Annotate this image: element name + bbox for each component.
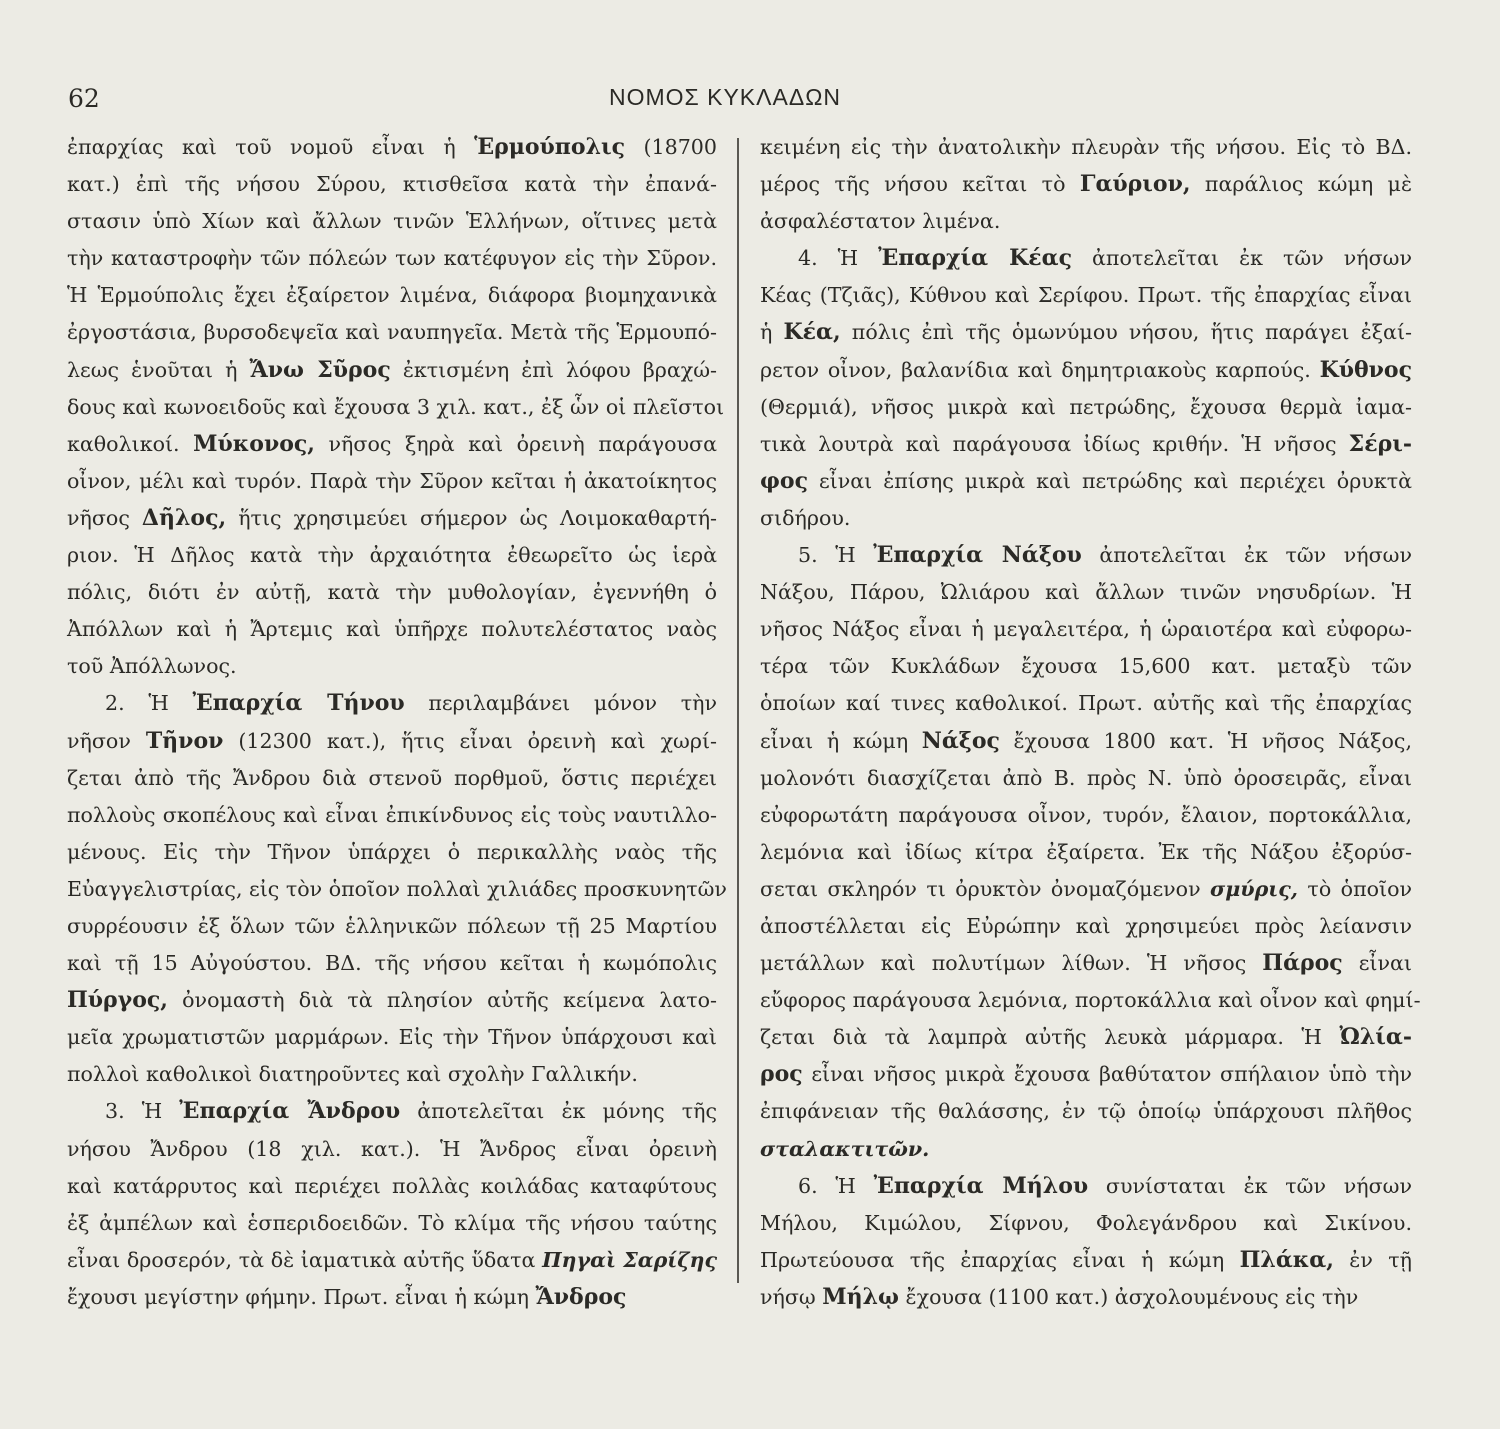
- bold-term: Ἐπαρχία Νάξου: [873, 542, 1082, 569]
- text-line: [67, 871, 727, 908]
- text-line: [67, 426, 717, 463]
- text-run: εὔφορος παράγουσα λεμόνια, πορτοκάλλια καὶ οἶνον καὶ φημί-: [760, 988, 1421, 1013]
- text-run: εἶναι ἡ κώμη: [760, 728, 922, 753]
- left-column: [67, 129, 727, 1316]
- text-line: [760, 611, 1412, 648]
- text-line: [760, 1019, 1412, 1056]
- text-run: Μήλου, Κιμώλου, Σίφνου, Φολεγάνδρου καὶ Σικίνου.: [760, 1210, 1412, 1235]
- bold-term: Ἑρμούπολις: [474, 134, 626, 160]
- text-run: λεμόνια καὶ ἰδίως κίτρα ἐξαίρετα. Ἐκ τῆς Νάξου ἐξορύσ-: [760, 839, 1412, 864]
- text-line: [760, 166, 1412, 203]
- text-line: [67, 1131, 717, 1168]
- bold-term: Ἄνδρος: [535, 1283, 627, 1310]
- text-line: [67, 908, 717, 945]
- text-run: (Θερμιά), νῆσος μικρὰ καὶ πετρώδης, ἔχουσα θερμὰ ἰαμα-: [760, 394, 1412, 419]
- text-run: νῆσον: [67, 728, 146, 753]
- text-run: ζεται ἀπὸ τῆς Ἄνδρου διὰ στενοῦ πορθμοῦ, ὅστις περιέχει: [67, 765, 717, 790]
- text-run: ἐν τῇ: [1333, 1247, 1412, 1272]
- text-line: [67, 463, 717, 500]
- text-line: [67, 240, 717, 277]
- text-line: [67, 1168, 717, 1205]
- right-column: [760, 129, 1421, 1316]
- text-run: Ἡ Ἑρμούπολις ἔχει ἐξαίρετον λιμένα, διάφορα βιομηχανικὰ: [67, 283, 717, 308]
- text-line: [760, 463, 1412, 500]
- bold-term: Σέρι-: [1348, 430, 1412, 457]
- text-run: ρετον οἶνον, βαλανίδια καὶ δημητριακοὺς καρπούς.: [760, 357, 1320, 382]
- text-line: [760, 314, 1412, 351]
- text-line: [760, 1093, 1412, 1130]
- text-run: (12300 κατ.), ἥτις εἶναι ὀρεινὴ καὶ χωρί-: [223, 728, 717, 753]
- text-line: [67, 166, 717, 203]
- bold-term: Δῆλος,: [141, 504, 227, 531]
- text-line: [760, 203, 1412, 240]
- text-line: [67, 1019, 717, 1056]
- text-run: μετάλλων καὶ πολυτίμων λίθων. Ἡ νῆσος: [760, 951, 1263, 976]
- text-line: [67, 1242, 717, 1279]
- text-run: ζεται διὰ τὰ λαμπρὰ αὐτῆς λευκὰ μάρμαρα. Ἡ: [760, 1025, 1340, 1050]
- text-run: 3. Ἡ: [105, 1099, 180, 1124]
- text-line: [67, 611, 717, 648]
- text-run: ἐκτισμένη ἐπὶ λόφου βραχώ-: [390, 357, 718, 382]
- text-run: 4. Ἡ: [798, 246, 879, 271]
- text-run: ἀποτελεῖται ἐκ τῶν νήσων: [1081, 543, 1412, 568]
- text-run: πολλοὶ καθολικοὶ διατηροῦντες καὶ σχολὴν Γαλλικήν.: [67, 1062, 638, 1087]
- text-line: [67, 945, 717, 982]
- page-number: 62: [68, 84, 100, 113]
- column-divider: [737, 138, 739, 1283]
- text-run: νῆσος: [67, 505, 142, 530]
- text-run: ἀποστέλλεται εἰς Εὐρώπην καὶ χρησιμεύει πρὸς λείανσιν: [760, 913, 1412, 938]
- text-line: [67, 797, 717, 834]
- text-line: [760, 1205, 1412, 1242]
- bold-term: Νάξος: [921, 727, 1000, 754]
- text-line: [67, 537, 717, 574]
- text-line: [760, 426, 1412, 463]
- text-run: μεῖα χρωματιστῶν μαρμάρων. Εἰς τὴν Τῆνον ὑπάρχουσι καὶ: [67, 1025, 717, 1050]
- text-line: [760, 277, 1412, 314]
- text-run: κειμένη εἰς τὴν ἀνατολικὴν πλευρὰν τῆς νήσου. Εἰς τὸ ΒΔ.: [760, 135, 1412, 159]
- italic-term: Πηγαὶ Σαρίζης: [542, 1247, 717, 1272]
- text-run: ἔχουσα (1100 κατ.) ἀσχολουμένους εἰς τὴν: [899, 1284, 1359, 1309]
- text-line: [67, 760, 717, 797]
- text-line: [67, 277, 717, 314]
- text-run: ἀποτελεῖται ἐκ τῶν νήσων: [1071, 246, 1412, 271]
- text-line: [67, 1093, 717, 1130]
- text-run: ἔχουσι μεγίστην φήμην. Πρωτ. εἶναι ἡ κώμη: [67, 1284, 536, 1309]
- text-run: (18700: [625, 135, 718, 159]
- text-line: [760, 129, 1412, 166]
- text-line: [67, 314, 717, 351]
- text-run: νῆσος Νάξος εἶναι ἡ μεγαλειτέρα, ἡ ὡραιοτέρα καὶ εὐφορω-: [760, 617, 1412, 642]
- text-run: ἀποτελεῖται ἐκ μόνης τῆς: [400, 1099, 717, 1124]
- text-line: [760, 760, 1412, 797]
- text-run: εἶναι νῆσος μικρὰ ἔχουσα βαθύτατον σπήλαιον ὑπὸ τὴν: [802, 1062, 1412, 1087]
- bold-term: Κέα,: [783, 319, 841, 346]
- text-run: νῆσος ξηρὰ καὶ ὀρεινὴ παράγουσα: [314, 431, 717, 456]
- text-line: [67, 352, 717, 389]
- text-run: στασιν ὑπὸ Χίων καὶ ἄλλων τινῶν Ἑλλήνων, οἵτινες μετὰ: [67, 209, 717, 234]
- text-run: μέρος τῆς νήσου κεῖται τὸ: [760, 172, 1080, 197]
- text-run: πόλις, διότι ἐν αὐτῇ, κατὰ τὴν μυθολογίαν, ἐγεννήθη ὁ: [67, 580, 717, 605]
- text-line: [67, 389, 725, 426]
- bold-term: Ἐπαρχία Ἄνδρου: [179, 1098, 401, 1125]
- bold-term: Ἐπαρχία Τήνου: [192, 690, 405, 717]
- text-run: ὀνομαστὴ διὰ τὰ πλησίον αὐτῆς κείμενα λατο-: [167, 988, 717, 1013]
- text-run: τὴν καταστροφὴν τῶν πόλεών των κατέφυγον εἰς τὴν Σῦρον.: [67, 246, 717, 271]
- bold-term: Πάρος: [1262, 950, 1343, 977]
- text-run: συρρέουσιν ἐξ ὅλων τῶν ἑλληνικῶν πόλεων τῇ 25 Μαρτίου: [67, 913, 717, 938]
- bold-term: Ἄνω Σῦρος: [249, 356, 391, 383]
- text-run: εἶναι δροσερόν, τὰ δὲ ἰαματικὰ αὐτῆς ὕδατα: [67, 1247, 543, 1272]
- text-run: ἡ: [760, 320, 784, 345]
- text-line: [760, 648, 1412, 685]
- text-run: καὶ κατάρρυτος καὶ περιέχει πολλὰς κοιλάδας καταφύτους: [67, 1173, 717, 1198]
- text-run: τὸ ὁποῖον: [1297, 876, 1412, 901]
- text-line: [67, 723, 717, 760]
- text-run: ὁποίων καί τινες καθολικοί. Πρωτ. αὐτῆς καὶ τῆς ἐπαρχίας: [760, 691, 1412, 716]
- bold-term: Κύθνος: [1319, 356, 1412, 383]
- text-run: τοῦ Ἀπόλλωνος.: [67, 654, 237, 679]
- text-run: δους καὶ κωνοειδοῦς καὶ ἔχουσα 3 χιλ. κατ., ἐξ ὧν οἱ πλεῖστοι: [67, 394, 725, 419]
- italic-term: σμύρις,: [1210, 876, 1298, 901]
- text-line: [760, 240, 1412, 277]
- bold-term: Ἐπαρχία Μήλου: [873, 1172, 1089, 1199]
- text-line: [760, 797, 1412, 834]
- text-line: [67, 982, 717, 1019]
- text-line: [760, 685, 1412, 722]
- text-run: μένους. Εἰς τὴν Τῆνον ὑπάρχει ὁ περικαλλὴς ναὸς τῆς: [67, 839, 717, 864]
- text-run: ἐπιφάνειαν τῆς θαλάσσης, ἐν τῷ ὁποίῳ ὑπάρχουσι πλῆθος: [760, 1099, 1412, 1124]
- text-run: ἐπαρχίας καὶ τοῦ νομοῦ εἶναι ἡ: [67, 135, 475, 159]
- text-run: σεται σκληρόν τι ὀρυκτὸν ὀνομαζόμενον: [760, 876, 1211, 901]
- text-line: [67, 685, 717, 722]
- text-line: [760, 574, 1412, 611]
- text-line: [67, 129, 717, 166]
- text-run: λεως ἑνοῦται ἡ: [67, 357, 250, 382]
- bold-term: Ἐπαρχία Κέας: [878, 245, 1072, 272]
- text-run: 5. Ἡ: [798, 543, 874, 568]
- running-title: ΝΟΜΟΣ ΚΥΚΛΑΔΩΝ: [608, 84, 842, 110]
- text-run: πολλοὺς σκοπέλους καὶ εἶναι ἐπικίνδυνος εἰς τοὺς ναυτιλλο-: [67, 802, 717, 827]
- bold-term: ρος: [760, 1061, 803, 1088]
- text-line: [760, 834, 1412, 871]
- text-line: [760, 389, 1412, 426]
- bold-term: Μήλῳ: [822, 1283, 899, 1310]
- text-run: εἶναι ἐπίσης μικρὰ καὶ πετρώδης καὶ περιέχει ὀρυκτὰ: [807, 468, 1412, 493]
- text-run: Ἀπόλλων καὶ ἡ Ἄρτεμις καὶ ὑπῆρχε πολυτελέστατος ναὸς: [67, 617, 717, 642]
- bold-term: Μύκονος,: [193, 430, 315, 457]
- text-line: [760, 982, 1421, 1019]
- text-run: εἶναι: [1342, 951, 1413, 976]
- text-run: παράλιος κώμη μὲ: [1190, 172, 1412, 197]
- text-line: [760, 1242, 1412, 1279]
- text-line: [760, 1168, 1412, 1205]
- text-line: [67, 648, 717, 685]
- text-run: ἐξ ἀμπέλων καὶ ἑσπεριδοειδῶν. Τὸ κλίμα τῆς νήσου ταύτης: [67, 1210, 717, 1235]
- text-run: ἐργοστάσια, βυρσοδεψεῖα καὶ ναυπηγεῖα. Μετὰ τῆς Ἑρμουπό-: [67, 320, 717, 345]
- text-line: [760, 1279, 1412, 1316]
- bold-term: Πύργος,: [67, 987, 168, 1014]
- text-line: [760, 1131, 1412, 1168]
- text-line: [760, 352, 1412, 389]
- text-run: Νάξου, Πάρου, Ὠλιάρου καὶ ἄλλων τινῶν νησυδρίων. Ἡ: [760, 580, 1412, 605]
- text-line: [67, 1205, 717, 1242]
- text-run: ριον. Ἡ Δῆλος κατὰ τὴν ἀρχαιότητα ἐθεωρεῖτο ὡς ἱερὰ: [67, 543, 717, 568]
- text-line: [760, 908, 1412, 945]
- text-run: καθολικοί.: [67, 431, 194, 456]
- text-run: οἶνον, μέλι καὶ τυρόν. Παρὰ τὴν Σῦρον κεῖται ἡ ἀκατοίκητος: [67, 468, 717, 493]
- text-run: καὶ τῇ 15 Αὐγούστου. ΒΔ. τῆς νήσου κεῖται ἡ κωμόπολις: [67, 951, 717, 976]
- text-line: [67, 203, 717, 240]
- bold-term: φος: [760, 467, 808, 494]
- text-run: συνίσταται ἐκ τῶν νήσων: [1088, 1173, 1412, 1198]
- text-run: μολονότι διασχίζεται ἀπὸ Β. πρὸς Ν. ὑπὸ ὀροσειρᾶς, εἶναι: [760, 765, 1412, 790]
- text-run: 6. Ἡ: [798, 1173, 874, 1198]
- bold-term: Γαύριον,: [1079, 171, 1191, 198]
- bold-term: Τῆνον: [145, 727, 224, 754]
- text-run: τέρα τῶν Κυκλάδων ἔχουσα 15,600 κατ. μεταξὺ τῶν: [760, 654, 1412, 679]
- text-run: Εὐαγγελιστρίας, εἰς τὸν ὁποῖον πολλαὶ χιλιάδες προσκυνητῶν: [67, 876, 727, 901]
- text-line: [760, 537, 1412, 574]
- italic-term: σταλακτιτῶν.: [760, 1136, 930, 1161]
- text-run: Πρωτεύουσα τῆς ἐπαρχίας εἶναι ἡ κώμη: [760, 1247, 1240, 1272]
- text-line: [760, 500, 1412, 537]
- text-run: κατ.) ἐπὶ τῆς νήσου Σύρου, κτισθεῖσα κατὰ τὴν ἐπανά-: [67, 172, 717, 197]
- text-run: ἥτις χρησιμεύει σήμερον ὡς Λοιμοκαθαρτή-: [226, 505, 717, 530]
- text-line: [67, 1056, 717, 1093]
- text-line: [760, 871, 1412, 908]
- text-line: [760, 1056, 1412, 1093]
- bold-term: Πλάκα,: [1239, 1246, 1334, 1273]
- text-line: [67, 1279, 717, 1316]
- text-run: εὐφορωτάτη παράγουσα οἶνον, τυρόν, ἔλαιον, πορτοκάλλια,: [760, 802, 1412, 827]
- text-line: [67, 834, 717, 871]
- text-line: [67, 500, 717, 537]
- text-run: νήσου Ἄνδρου (18 χιλ. κατ.). Ἡ Ἄνδρος εἶναι ὀρεινὴ: [67, 1136, 717, 1161]
- bold-term: Ὠλία-: [1339, 1024, 1412, 1051]
- text-run: 2. Ἡ: [105, 691, 193, 716]
- text-run: τικὰ λουτρὰ καὶ παράγουσα ἰδίως κριθήν. Ἡ νῆσος: [760, 431, 1349, 456]
- text-run: Κέας (Τζιᾶς), Κύθνου καὶ Σερίφου. Πρωτ. τῆς ἐπαρχίας εἶναι: [760, 283, 1412, 308]
- text-line: [760, 945, 1412, 982]
- text-run: πόλις ἐπὶ τῆς ὁμωνύμου νήσου, ἥτις παράγει ἐξαί-: [840, 320, 1412, 345]
- text-run: ἔχουσα 1800 κατ. Ἡ νῆσος Νάξος,: [999, 728, 1413, 753]
- text-run: νήσῳ: [760, 1284, 823, 1309]
- text-run: σιδήρου.: [760, 505, 851, 530]
- text-line: [760, 723, 1412, 760]
- text-line: [67, 574, 717, 611]
- text-run: περιλαμβάνει μόνον τὴν: [404, 691, 717, 716]
- text-run: ἀσφαλέστατον λιμένα.: [760, 209, 1001, 234]
